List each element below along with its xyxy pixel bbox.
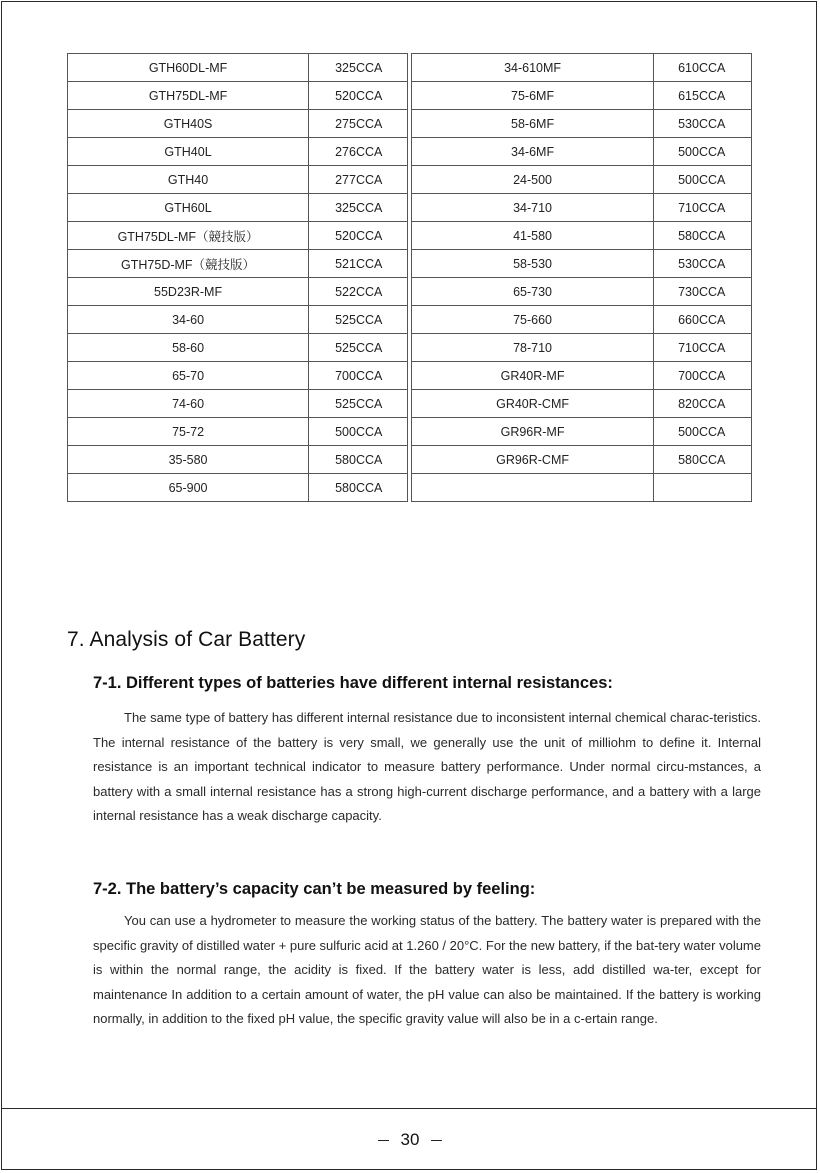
cca-value-cell: 530CCA <box>654 250 752 278</box>
cca-value-cell: 325CCA <box>309 54 408 82</box>
dash-left <box>378 1140 389 1141</box>
battery-cca-table-left <box>67 53 408 502</box>
table-row <box>412 110 752 138</box>
table-row <box>412 362 752 390</box>
table-row <box>412 390 752 418</box>
table-row <box>412 446 752 474</box>
battery-model-cell: GTH75DL-MF（競技版） <box>68 222 309 250</box>
battery-model-cell: 78-710 <box>412 334 654 362</box>
battery-model-cell: GTH60DL-MF <box>68 54 309 82</box>
table-row <box>412 166 752 194</box>
cca-value-cell: 580CCA <box>309 474 408 502</box>
cca-value-cell: 610CCA <box>654 54 752 82</box>
cca-value-cell: 525CCA <box>309 390 408 418</box>
subsection-title: 7-1. Different types of batteries have different internal resistances: <box>93 674 613 692</box>
cca-value-cell: 710CCA <box>654 194 752 222</box>
battery-model-cell: 75-6MF <box>412 82 654 110</box>
cca-value-cell: 580CCA <box>309 446 408 474</box>
battery-cca-table-right <box>411 53 752 502</box>
cca-value-cell: 525CCA <box>309 306 408 334</box>
cca-value-cell: 325CCA <box>309 194 408 222</box>
battery-model-cell: GTH40S <box>68 110 309 138</box>
table-row <box>68 138 408 166</box>
battery-model-cell: 34-610MF <box>412 54 654 82</box>
section-title: 7. Analysis of Car Battery <box>67 628 306 651</box>
battery-model-cell <box>412 474 654 502</box>
table-row <box>68 222 408 250</box>
table-row <box>412 334 752 362</box>
cca-value-cell: 521CCA <box>309 250 408 278</box>
table-row <box>412 222 752 250</box>
battery-model-cell: 75-72 <box>68 418 309 446</box>
battery-model-cell: 65-730 <box>412 278 654 306</box>
table-row <box>412 54 752 82</box>
table-row <box>68 334 408 362</box>
cca-value-cell: 520CCA <box>309 82 408 110</box>
cca-value-cell: 500CCA <box>654 418 752 446</box>
table-row <box>412 82 752 110</box>
table-row <box>68 250 408 278</box>
table-row <box>68 418 408 446</box>
battery-model-cell: 24-500 <box>412 166 654 194</box>
battery-model-cell: 58-6MF <box>412 110 654 138</box>
cca-value-cell <box>654 474 752 502</box>
battery-model-cell: GR40R-MF <box>412 362 654 390</box>
subsection-paragraph: The same type of battery has different internal resistance due to inconsistent internal chemical charac-teristics. The internal resistance of the battery is very small, we generally use the unit of milliohm to define it. Internal resistance is an important technical indicator to measure battery performance. Under normal circu-mstances, a battery with a small internal resistance has a strong high-current discharge performance, and a battery with a large internal resistance has a weak discharge capacity. <box>93 710 761 823</box>
battery-model-cell: 41-580 <box>412 222 654 250</box>
cca-value-cell: 500CCA <box>654 166 752 194</box>
battery-model-cell: GR96R-MF <box>412 418 654 446</box>
table-row <box>68 390 408 418</box>
cca-value-cell: 580CCA <box>654 222 752 250</box>
cca-value-cell: 500CCA <box>309 418 408 446</box>
cca-value-cell: 700CCA <box>654 362 752 390</box>
table-row <box>68 278 408 306</box>
table-row <box>68 82 408 110</box>
cca-value-cell: 520CCA <box>309 222 408 250</box>
battery-model-cell: 34-6MF <box>412 138 654 166</box>
battery-model-cell: 65-70 <box>68 362 309 390</box>
table-row <box>412 138 752 166</box>
cca-value-cell: 275CCA <box>309 110 408 138</box>
subsection-paragraph: You can use a hydrometer to measure the working status of the battery. The battery water is prepared with the specific gravity of distilled water + pure sulfuric acid at 1.260 / 20°C. For the new battery, if the bat-tery water volume is within the normal range, the acidity is fixed. If the battery water is less, add distilled wa-ter, except for maintenance In addition to a certain amount of water, the pH value can also be maintained. If the battery is working normally, in addition to the fixed pH value, the specific gravity value will also be in a c-ertain range. <box>93 913 761 1026</box>
dash-right <box>431 1140 442 1141</box>
battery-model-cell: GR40R-CMF <box>412 390 654 418</box>
cca-value-cell: 580CCA <box>654 446 752 474</box>
table-row <box>68 54 408 82</box>
cca-value-cell: 700CCA <box>309 362 408 390</box>
cca-value-cell: 710CCA <box>654 334 752 362</box>
table-row <box>412 194 752 222</box>
cca-value-cell: 276CCA <box>309 138 408 166</box>
page-number-text: 30 <box>400 1130 420 1149</box>
battery-model-cell: 65-900 <box>68 474 309 502</box>
table-row <box>412 250 752 278</box>
battery-model-cell: GTH60L <box>68 194 309 222</box>
table-row <box>412 418 752 446</box>
battery-model-cell: 58-530 <box>412 250 654 278</box>
table-row <box>68 110 408 138</box>
battery-model-cell: GTH40 <box>68 166 309 194</box>
cca-value-cell: 820CCA <box>654 390 752 418</box>
battery-model-cell: GR96R-CMF <box>412 446 654 474</box>
table-row <box>68 194 408 222</box>
battery-model-cell: GTH75DL-MF <box>68 82 309 110</box>
table-row <box>68 362 408 390</box>
cca-value-cell: 522CCA <box>309 278 408 306</box>
table-row <box>68 306 408 334</box>
battery-model-cell: 55D23R-MF <box>68 278 309 306</box>
battery-model-cell: 74-60 <box>68 390 309 418</box>
table-row <box>412 306 752 334</box>
cca-value-cell: 615CCA <box>654 82 752 110</box>
table-row <box>68 474 408 502</box>
table-row <box>68 446 408 474</box>
cca-value-cell: 530CCA <box>654 110 752 138</box>
table-row <box>412 474 752 502</box>
battery-model-cell: 35-580 <box>68 446 309 474</box>
cca-value-cell: 500CCA <box>654 138 752 166</box>
footer-divider <box>1 1108 817 1109</box>
cca-value-cell: 730CCA <box>654 278 752 306</box>
cca-value-cell: 277CCA <box>309 166 408 194</box>
battery-model-cell: 58-60 <box>68 334 309 362</box>
battery-model-cell: GTH40L <box>68 138 309 166</box>
battery-model-cell: GTH75D-MF（競技版） <box>68 250 309 278</box>
battery-model-cell: 34-60 <box>68 306 309 334</box>
battery-model-cell: 75-660 <box>412 306 654 334</box>
battery-model-cell: 34-710 <box>412 194 654 222</box>
table-row <box>412 278 752 306</box>
cca-value-cell: 660CCA <box>654 306 752 334</box>
page-number <box>0 1130 820 1150</box>
subsection-title: 7-2. The battery’s capacity can’t be measured by feeling: <box>93 880 536 898</box>
cca-value-cell: 525CCA <box>309 334 408 362</box>
table-row <box>68 166 408 194</box>
